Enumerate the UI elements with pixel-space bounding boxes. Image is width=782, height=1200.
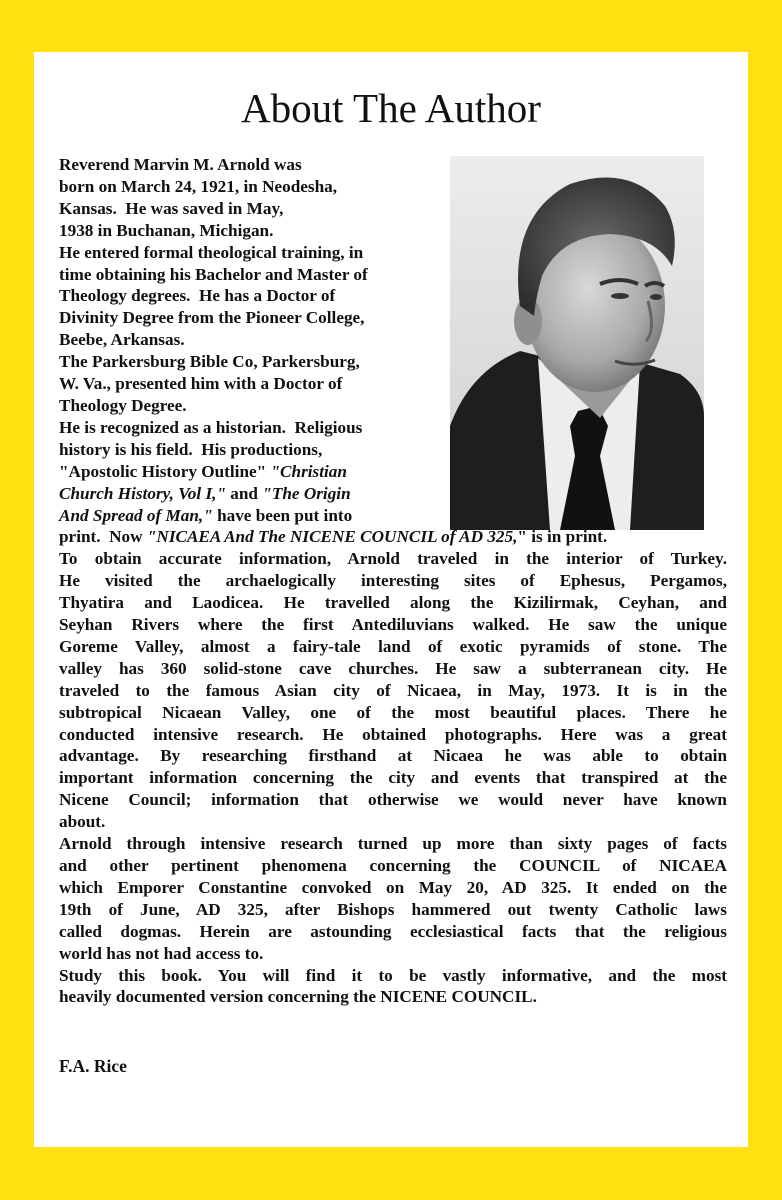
text-line: Goreme Valley, almost a fairy-tale land of exotic pyramids of stone. The bbox=[59, 636, 727, 656]
text-line: Study this book. You will find it to be vastly informative, and the most bbox=[59, 965, 727, 985]
page-title: About The Author bbox=[241, 85, 541, 131]
text-line: and other pertinent phenomena concerning the COUNCIL of NICAEA bbox=[59, 856, 727, 875]
book-title-text: "NICAEA And The NICENE COUNCIL of AD 325, bbox=[146, 527, 518, 547]
text-line: W. Va., presented him with a Doctor of bbox=[59, 374, 343, 394]
text-line: He entered formal theological training, in bbox=[59, 242, 364, 262]
text-fragment: and bbox=[225, 483, 263, 503]
text-line: world has not had access to. bbox=[59, 943, 264, 963]
text-line: Arnold through intensive research turned up more than sixty pages of facts bbox=[59, 834, 727, 854]
text-line: Reverend Marvin M. Arnold was bbox=[59, 155, 302, 174]
text-line: history is his field. His productions, bbox=[59, 439, 323, 459]
text-line bbox=[59, 483, 727, 505]
text-line: To obtain accurate information, Arnold traveled in the interior of Turkey. bbox=[59, 549, 727, 569]
text-line: Kansas. He was saved in May, bbox=[59, 198, 284, 218]
text-line: Divinity Degree from the Pioneer College, bbox=[59, 308, 365, 328]
author-biography bbox=[59, 154, 727, 1008]
text-line: The Parkersburg Bible Co, Parkersburg, bbox=[59, 352, 360, 372]
text-line: heavily documented version concerning the NICENE COUNCIL. bbox=[59, 987, 537, 1007]
text-line: traveled to the famous Asian city of Nicaea, in May, 1973. It is in the bbox=[59, 680, 727, 700]
text-line: Theology Degree. bbox=[59, 395, 187, 415]
text-line: 19th of June, AD 325, after Bishops hammered out twenty Catholic laws bbox=[59, 899, 727, 919]
text-line: He is recognized as a historian. Religious bbox=[59, 417, 363, 437]
book-title-text: And Spread of Man," bbox=[59, 505, 213, 525]
text-fragment: have been put into bbox=[212, 505, 353, 525]
text-line: called dogmas. Herein are astounding ecclesiastical facts that the religious bbox=[59, 921, 727, 941]
text-line: time obtaining his Bachelor and Master of bbox=[59, 264, 368, 284]
text-line: valley has 360 solid-stone cave churches. He saw a subterranean city. He bbox=[59, 658, 727, 678]
text-line: He visited the archaelogically interesting sites of Ephesus, Pergamos, bbox=[59, 571, 727, 591]
text-line: Seyhan Rivers where the first Antediluvians walked. He saw the unique bbox=[59, 615, 727, 635]
text-line: born on March 24, 1921, in Neodesha, bbox=[59, 176, 338, 196]
text-line: Nicene Council; information that otherwise we would never have known bbox=[59, 790, 727, 810]
text-line: Beebe, Arkansas. bbox=[59, 330, 185, 350]
text-line: Theology degrees. He has a Doctor of bbox=[59, 286, 336, 306]
text-line bbox=[59, 526, 727, 548]
text-fragment: print. Now bbox=[59, 527, 147, 547]
text-line: Thyatira and Laodicea. He travelled along the Kizilirmak, Ceyhan, and bbox=[59, 593, 727, 613]
text-fragment: " is in print. bbox=[517, 527, 608, 547]
text-line: subtropical Nicaean Valley, one of the most beautiful places. There he bbox=[59, 702, 727, 722]
book-title-text: Church History, Vol I," bbox=[59, 483, 226, 503]
text-line: advantage. By researching firsthand at Nicaea he was able to obtain bbox=[59, 746, 727, 766]
text-line: conducted intensive research. He obtained photographs. Here was a great bbox=[59, 724, 727, 744]
text-line: about. bbox=[59, 812, 106, 832]
book-title-text: "The Origin bbox=[262, 483, 351, 503]
signature: F.A. Rice bbox=[59, 1056, 127, 1076]
text-line: which Emporer Constantine convoked on May 20, AD 325. It ended on the bbox=[59, 877, 727, 897]
page bbox=[34, 52, 748, 1147]
text-line: important information concerning the city and events that transpired at the bbox=[59, 768, 727, 788]
text-line bbox=[59, 461, 727, 483]
text-line: 1938 in Buchanan, Michigan. bbox=[59, 220, 274, 240]
book-title-text: "Christian bbox=[270, 461, 347, 481]
book-title-text: "Apostolic History Outline" bbox=[59, 461, 271, 481]
text-line bbox=[59, 505, 727, 527]
